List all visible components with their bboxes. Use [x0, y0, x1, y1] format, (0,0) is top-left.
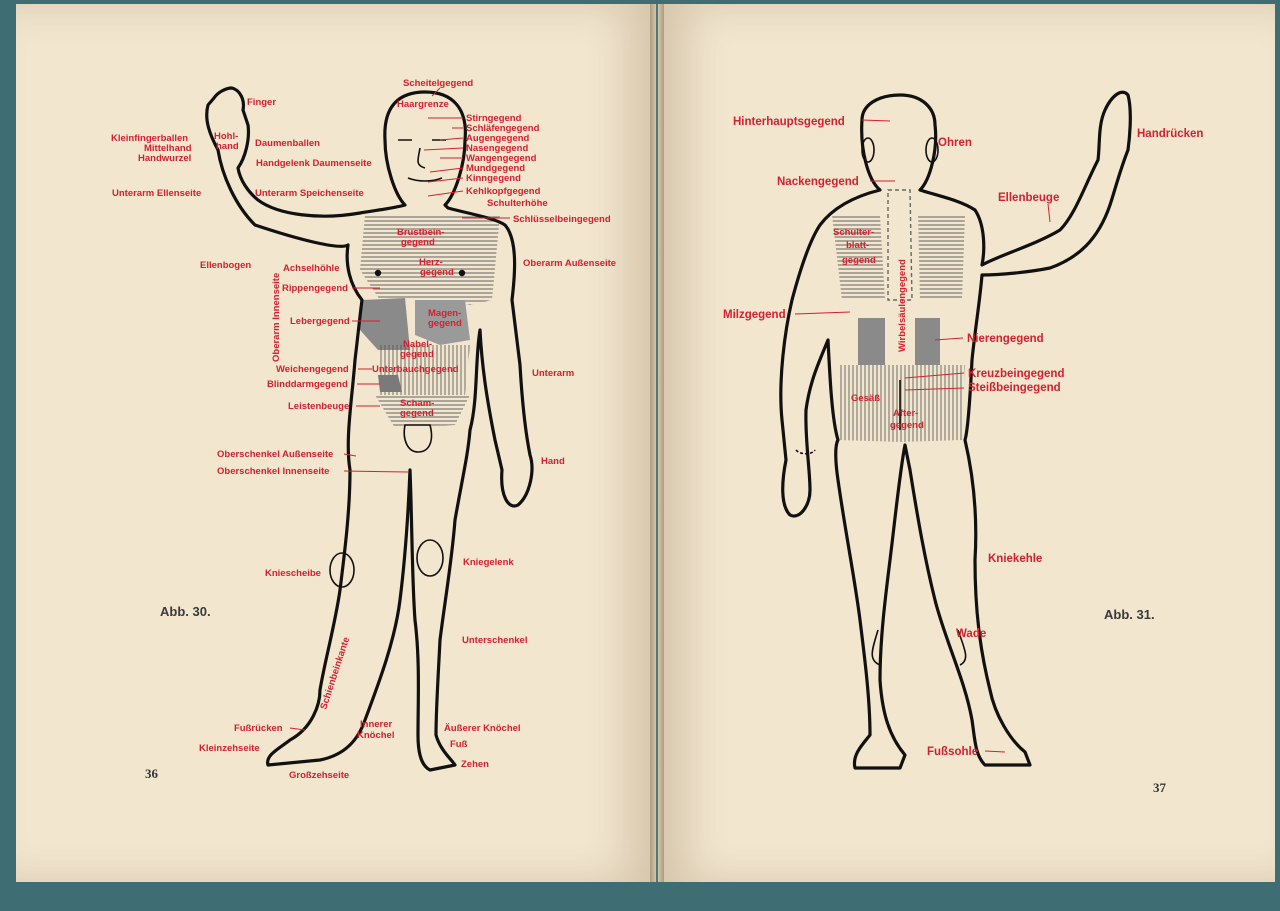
- label-oberschenkel-innenseite: Oberschenkel Innenseite: [217, 466, 330, 477]
- right-nipple: [459, 270, 465, 276]
- label-haargrenze: Haargrenze: [397, 99, 449, 110]
- label-stirngegend: Stirngegend: [466, 113, 522, 124]
- label-oberarm-innenseite: Oberarm Innenseite: [271, 272, 282, 362]
- label-ellenbeuge: Ellenbeuge: [998, 192, 1060, 204]
- label-schlaefengegend: Schläfengegend: [466, 123, 540, 134]
- label-nabel-gegend: gegend: [400, 349, 434, 360]
- label-mittelhand: Mittelhand: [144, 143, 192, 154]
- appendix-shading: [378, 375, 402, 392]
- label-nabel: Nabel-: [403, 339, 433, 350]
- label-blinddarmgegend: Blinddarmgegend: [267, 379, 348, 390]
- label-oberschenkel-aussenseite: Oberschenkel Außenseite: [217, 449, 334, 460]
- label-kniekehle: Kniekehle: [988, 553, 1043, 565]
- label-kniegelenk: Kniegelenk: [463, 557, 514, 568]
- label-grosszehseite: Großzehseite: [289, 770, 350, 781]
- label-zehen: Zehen: [461, 759, 489, 770]
- label-finger: Finger: [247, 97, 277, 108]
- label-unterarm-ellenseite: Unterarm Ellenseite: [112, 188, 202, 199]
- label-handgelenk-daumenseite: Handgelenk Daumenseite: [256, 158, 372, 169]
- label-lebergegend: Lebergegend: [290, 316, 350, 327]
- label-unterarm-speichenseite: Unterarm Speichenseite: [255, 188, 364, 199]
- label-gesaess: Gesäß: [851, 393, 881, 404]
- label-scham: Scham-: [400, 398, 435, 409]
- label-oberarm-aussenseite: Oberarm Außenseite: [523, 258, 617, 269]
- label-hand-right: Hand: [541, 456, 565, 467]
- label-ellenbogen: Ellenbogen: [200, 260, 252, 271]
- left-kidney-shading: [858, 318, 885, 365]
- label-brustbein-gegend: gegend: [401, 237, 435, 248]
- label-handwurzel: Handwurzel: [138, 153, 192, 164]
- left-nipple: [375, 270, 381, 276]
- label-nackengegend: Nackengegend: [777, 176, 859, 188]
- label-kleinzehseite: Kleinzehseite: [199, 743, 260, 754]
- label-steissbeingegend: Steißbeingegend: [968, 382, 1061, 394]
- label-hand: hand: [216, 141, 239, 152]
- label-aeusserer-knoechel: Äußerer Knöchel: [444, 723, 521, 734]
- left-figure-caption: Abb. 30.: [160, 604, 211, 619]
- right-kidney-shading: [915, 318, 940, 365]
- label-magen: Magen-: [428, 308, 462, 319]
- right-figure-caption: Abb. 31.: [1104, 607, 1155, 622]
- label-hohl: Hohl-: [214, 131, 239, 142]
- label-kehlkopfgegend: Kehlkopfgegend: [466, 186, 541, 197]
- label-herz: Herz-: [419, 257, 443, 268]
- label-unterschenkel: Unterschenkel: [462, 635, 528, 646]
- label-herz-gegend: gegend: [420, 267, 454, 278]
- label-innerer: Innerer: [360, 719, 393, 730]
- label-fussruecken: Fußrücken: [234, 723, 283, 734]
- label-milzgegend: Milzgegend: [723, 309, 786, 321]
- label-kniescheibe: Kniescheibe: [265, 568, 321, 579]
- label-wangengegend: Wangengegend: [466, 153, 537, 164]
- label-achselhoehle: Achselhöhle: [283, 263, 340, 274]
- label-kinngegend: Kinngegend: [466, 173, 521, 184]
- right-scapula-shading: [918, 215, 965, 300]
- label-knoechel: Knöchel: [357, 730, 395, 741]
- label-daumenballen: Daumenballen: [255, 138, 320, 149]
- label-kreuzbeingegend: Kreuzbeingegend: [968, 368, 1065, 380]
- label-rippengegend: Rippengegend: [282, 283, 348, 294]
- front-labels: [111, 78, 616, 781]
- label-scheitelgegend: Scheitelgegend: [403, 78, 474, 89]
- page-number-left: 36: [145, 766, 158, 781]
- label-brustbein: Brustbein-: [397, 227, 445, 238]
- label-schulterhoehe: Schulterhöhe: [487, 198, 548, 209]
- label-scham-gegend: gegend: [400, 408, 434, 419]
- label-schluesselbeingegend: Schlüsselbeingegend: [513, 214, 611, 225]
- label-magen-gegend: gegend: [428, 318, 462, 329]
- label-hinterhauptsgegend: Hinterhauptsgegend: [733, 116, 845, 128]
- label-wade: Wade: [956, 628, 987, 640]
- back-figure: [781, 92, 1130, 768]
- label-kleinfingerballen: Kleinfingerballen: [111, 133, 189, 144]
- label-ohren: Ohren: [938, 137, 972, 149]
- label-schulter-gegend: gegend: [842, 255, 876, 266]
- label-nierengegend: Nierengegend: [967, 333, 1044, 345]
- label-schulter: Schulter-: [833, 227, 875, 238]
- label-augengegend: Augengegend: [466, 133, 530, 144]
- label-fusssohle: Fußsohle: [927, 746, 979, 758]
- label-schienbeinkante: Schienbeinkante: [318, 635, 353, 711]
- page-number-right: 37: [1153, 780, 1166, 795]
- label-fuss: Fuß: [450, 739, 468, 750]
- label-leistenbeuge: Leistenbeuge: [288, 401, 350, 412]
- label-wirbelsaeulengegend: Wirbelsäulengegend: [897, 259, 908, 352]
- label-blatt: blatt-: [846, 240, 870, 251]
- label-handruecken: Handrücken: [1137, 128, 1204, 140]
- label-unterarm: Unterarm: [532, 368, 575, 379]
- label-weichengegend: Weichengegend: [276, 364, 349, 375]
- label-after: After-: [893, 408, 919, 419]
- label-after-gegend: gegend: [890, 420, 924, 431]
- label-mundgegend: Mundgegend: [466, 163, 526, 174]
- label-unterbauchgegend: Unterbauchgegend: [372, 364, 459, 375]
- label-nasengegend: Nasengegend: [466, 143, 529, 154]
